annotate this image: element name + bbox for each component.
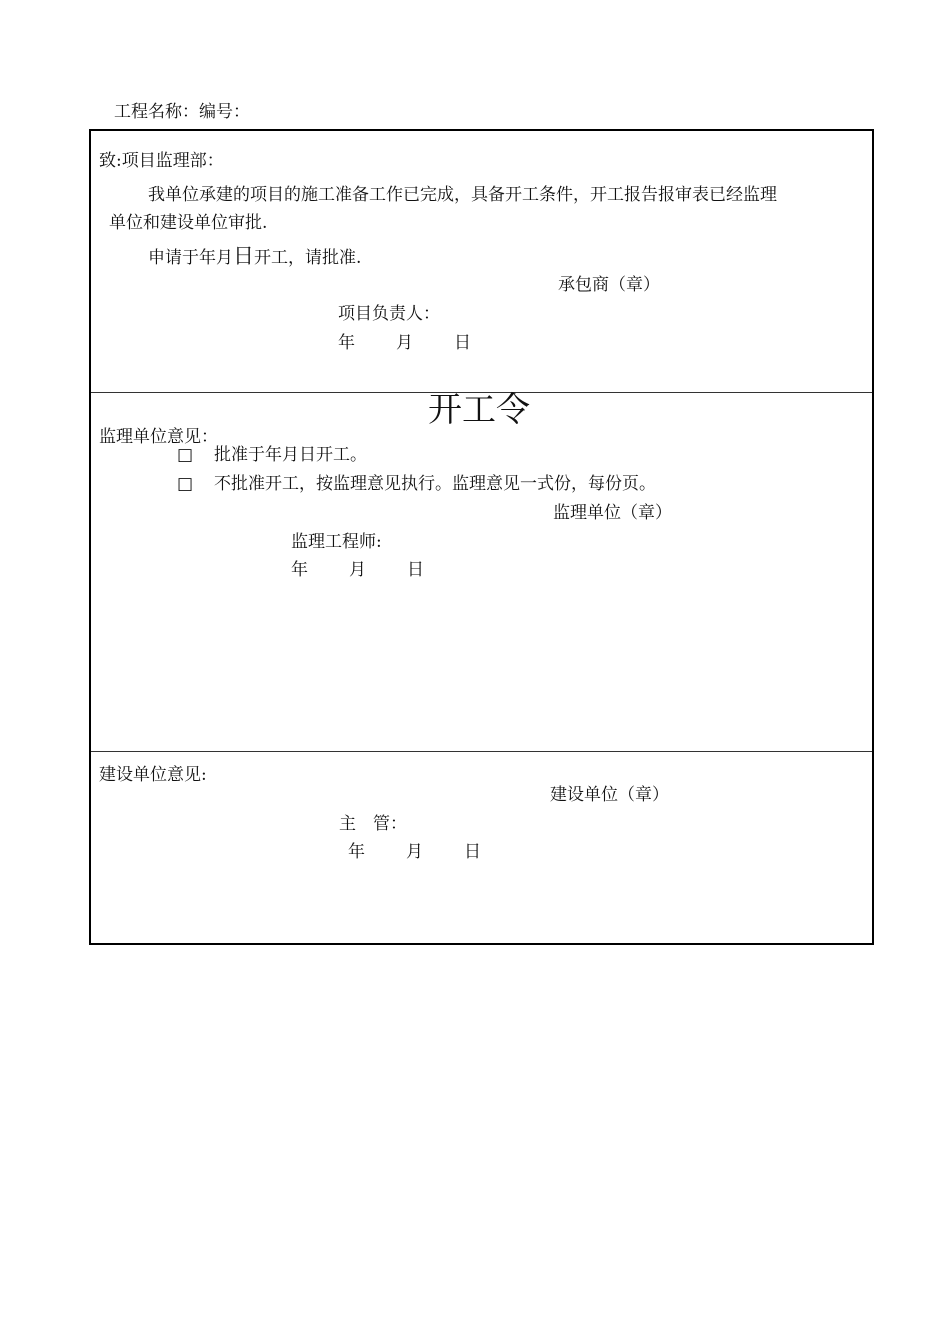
project-header: 工程名称：编号： [114, 102, 250, 122]
contractor-date [338, 335, 471, 352]
supervisor-date-year: 年 [291, 560, 308, 580]
supervising-engineer-label: 监理工程师: [291, 532, 382, 552]
project-manager-label: 项目负责人： [338, 304, 440, 324]
owner-date-day: 日 [464, 842, 481, 862]
recipient-line: 致:项目监理部： [99, 151, 224, 171]
request-line [148, 246, 361, 267]
supervisor-date-day: 日 [407, 560, 424, 580]
reject-checkbox[interactable]: □ [177, 474, 194, 494]
supervisor-date-month: 月 [349, 560, 366, 580]
owner-seal: 建设单位（章） [550, 785, 669, 805]
reject-option-label: 不批准开工，按监理意见执行。监理意见一式份，每份页。 [214, 474, 656, 494]
approve-option-label: 批准于年月日开工。 [214, 445, 367, 465]
supervisor-opinion-label: 监理单位意见： [99, 427, 218, 447]
owner-date [348, 844, 481, 861]
reject-option [177, 476, 656, 493]
request-day: 日 [233, 244, 254, 268]
owner-opinion-label: 建设单位意见: [99, 765, 207, 785]
application-paragraph-line2: 单位和建设单位审批. [109, 213, 268, 233]
contractor-seal: 承包商（章） [558, 275, 660, 295]
order-title: 开工令 [428, 390, 530, 430]
owner-date-month: 月 [406, 842, 423, 862]
supervisor-date [291, 562, 424, 579]
owner-date-year: 年 [348, 842, 365, 862]
owner-manager-label: 主 管： [339, 814, 407, 834]
approve-checkbox[interactable]: □ [177, 445, 194, 465]
contractor-date-month: 月 [396, 333, 413, 353]
approve-option [177, 447, 367, 464]
contractor-date-day: 日 [454, 333, 471, 353]
application-paragraph-line1: 我单位承建的项目的施工准备工作已完成，具备开工条件，开工报告报审表已经监理 [148, 185, 777, 205]
request-prefix: 申请于年月 [148, 248, 233, 268]
divider-2 [91, 751, 872, 752]
contractor-date-year: 年 [338, 333, 355, 353]
supervisor-seal: 监理单位（章） [553, 503, 672, 523]
request-suffix: 开工，请批准. [254, 248, 362, 268]
